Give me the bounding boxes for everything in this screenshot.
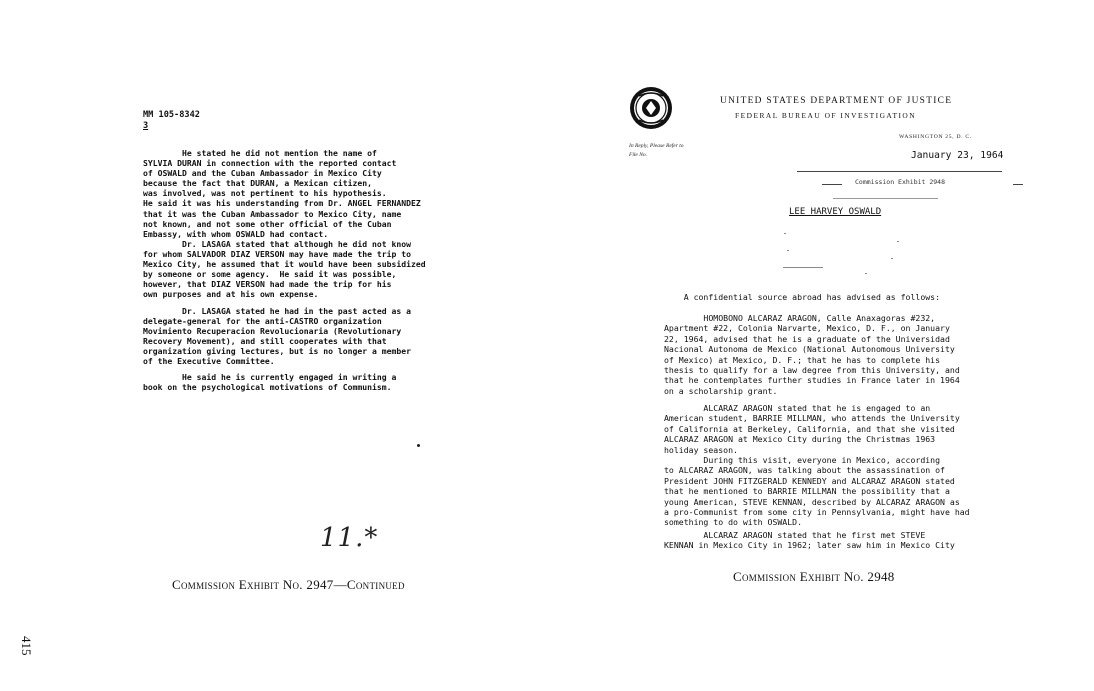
exhibit-caption-2948: Commission Exhibit No. 2948 — [733, 569, 895, 584]
redaction-mark — [897, 241, 899, 242]
file-reference — [143, 110, 200, 132]
redaction-mark — [784, 233, 786, 234]
page-sequence: 3 — [143, 121, 149, 131]
reply-note-line: In Reply, Please Refer to — [629, 143, 684, 149]
faint-rule — [833, 198, 938, 199]
paragraph-visit: During this visit, everyone in Mexico, according to ALCARAZ ARAGON, was talking about the assassination of President JOHN FITZGERALD KENNEDY and ALCARAZ ARAGON stated that he mentioned to BARRIE MILLMAN the possibility that a young American, STEVE KENNAN, described by ALCARAZ ARAGON as a pro-Communist from some city in Pennsylvania, might have had something to do with OSWALD. — [664, 455, 970, 528]
redaction-mark — [783, 267, 823, 268]
file-no-line: File No. — [629, 152, 648, 158]
exhibit-stamp: Commission Exhibit 2948 — [855, 178, 946, 186]
paragraph-diaz-verson: Dr. LASAGA stated that although he did not know for whom SALVADOR DIAZ VERSON may have made the trip to Mexico City, he assumed that it would have been subsidized by someone or some agency. He said it was possible, however, that DIAZ VERSON had made the trip for his own purposes and at his own expense. — [143, 239, 426, 300]
redaction-mark — [865, 273, 867, 274]
paragraph-organization: Dr. LASAGA stated he had in the past acted as a delegate-general for the anti-CASTRO organization Movimiento Recuperacion Revolucionaria (Revolutionary Recovery Movement), and still cooperates with that organization giving lectures, but is no longer a member of the Executive Committee. — [143, 306, 412, 367]
paragraph-duran: He stated he did not mention the name of SYLVIA DURAN in connection with the reported contact of OSWALD and the Cuban Ambassador in Mexico City because the fact that DURAN, a Mexican citizen, was involved, was not pertinent to his hypothesis. He said it was his understanding from Dr. ANGEL FERNANDEZ that it was the Cuban Ambassador to Mexico City, name not known, and not some other official of the Cuban Embassy, with whom OSWALD had contact. — [143, 148, 421, 239]
letter-date: January 23, 1964 — [911, 150, 1004, 161]
subject-line: LEE HARVEY OSWALD — [789, 207, 882, 217]
right-document-page — [547, 0, 1094, 691]
fbi-seal-icon — [629, 86, 673, 130]
department-heading: UNITED STATES DEPARTMENT OF JUSTICE — [720, 96, 953, 106]
exhibit-rule-left — [822, 184, 842, 185]
redaction-mark — [787, 250, 789, 251]
file-number: MM 105-8342 — [143, 110, 200, 120]
city-line: WASHINGTON 25, D. C. — [899, 134, 972, 140]
paragraph-source: A confidential source abroad has advised as follows: — [664, 292, 941, 302]
paragraph-alcaraz-aragon: HOMOBONO ALCARAZ ARAGON, Calle Anaxagoras #232, Apartment #22, Colonia Narvarte, Mexico, D. F., on January 22, 1964, advised that he is a graduate of the Universidad Nacional Autonoma de Mexico (National Autonomous University of Mexico) at Mexico, D. F.; that he has to complete his thesis to qualify for a law degree from this University, and that he contemplates further studies in France later in 1964 on a scholarship grant. — [664, 313, 960, 396]
handwritten-mark: 11.* — [320, 523, 379, 553]
redaction-mark — [891, 258, 893, 259]
paragraph-engagement: ALCARAZ ARAGON stated that he is engaged to an American student, BARRIE MILLMAN, who attends the University of California at Berkeley, California, and that she visited ALCARAZ ARAGON at Mexico City during the Christmas 1963 holiday season. — [664, 403, 960, 455]
paragraph-book: He said he is currently engaged in writing a book on the psychological motivations of Communism. — [143, 372, 397, 393]
ink-dot — [417, 444, 420, 447]
reply-note — [629, 142, 684, 160]
bureau-heading: FEDERAL BUREAU OF INVESTIGATION — [735, 111, 917, 120]
exhibit-caption-2947: Commission Exhibit No. 2947—Continued — [172, 577, 405, 592]
exhibit-rule-right — [1013, 184, 1023, 185]
paragraph-kennan: ALCARAZ ARAGON stated that he first met STEVE KENNAN in Mexico City in 1962; later saw him in Mexico City — [664, 530, 955, 551]
left-document-page — [0, 0, 540, 691]
header-rule — [797, 171, 1002, 172]
page-number: 415 — [19, 636, 34, 656]
